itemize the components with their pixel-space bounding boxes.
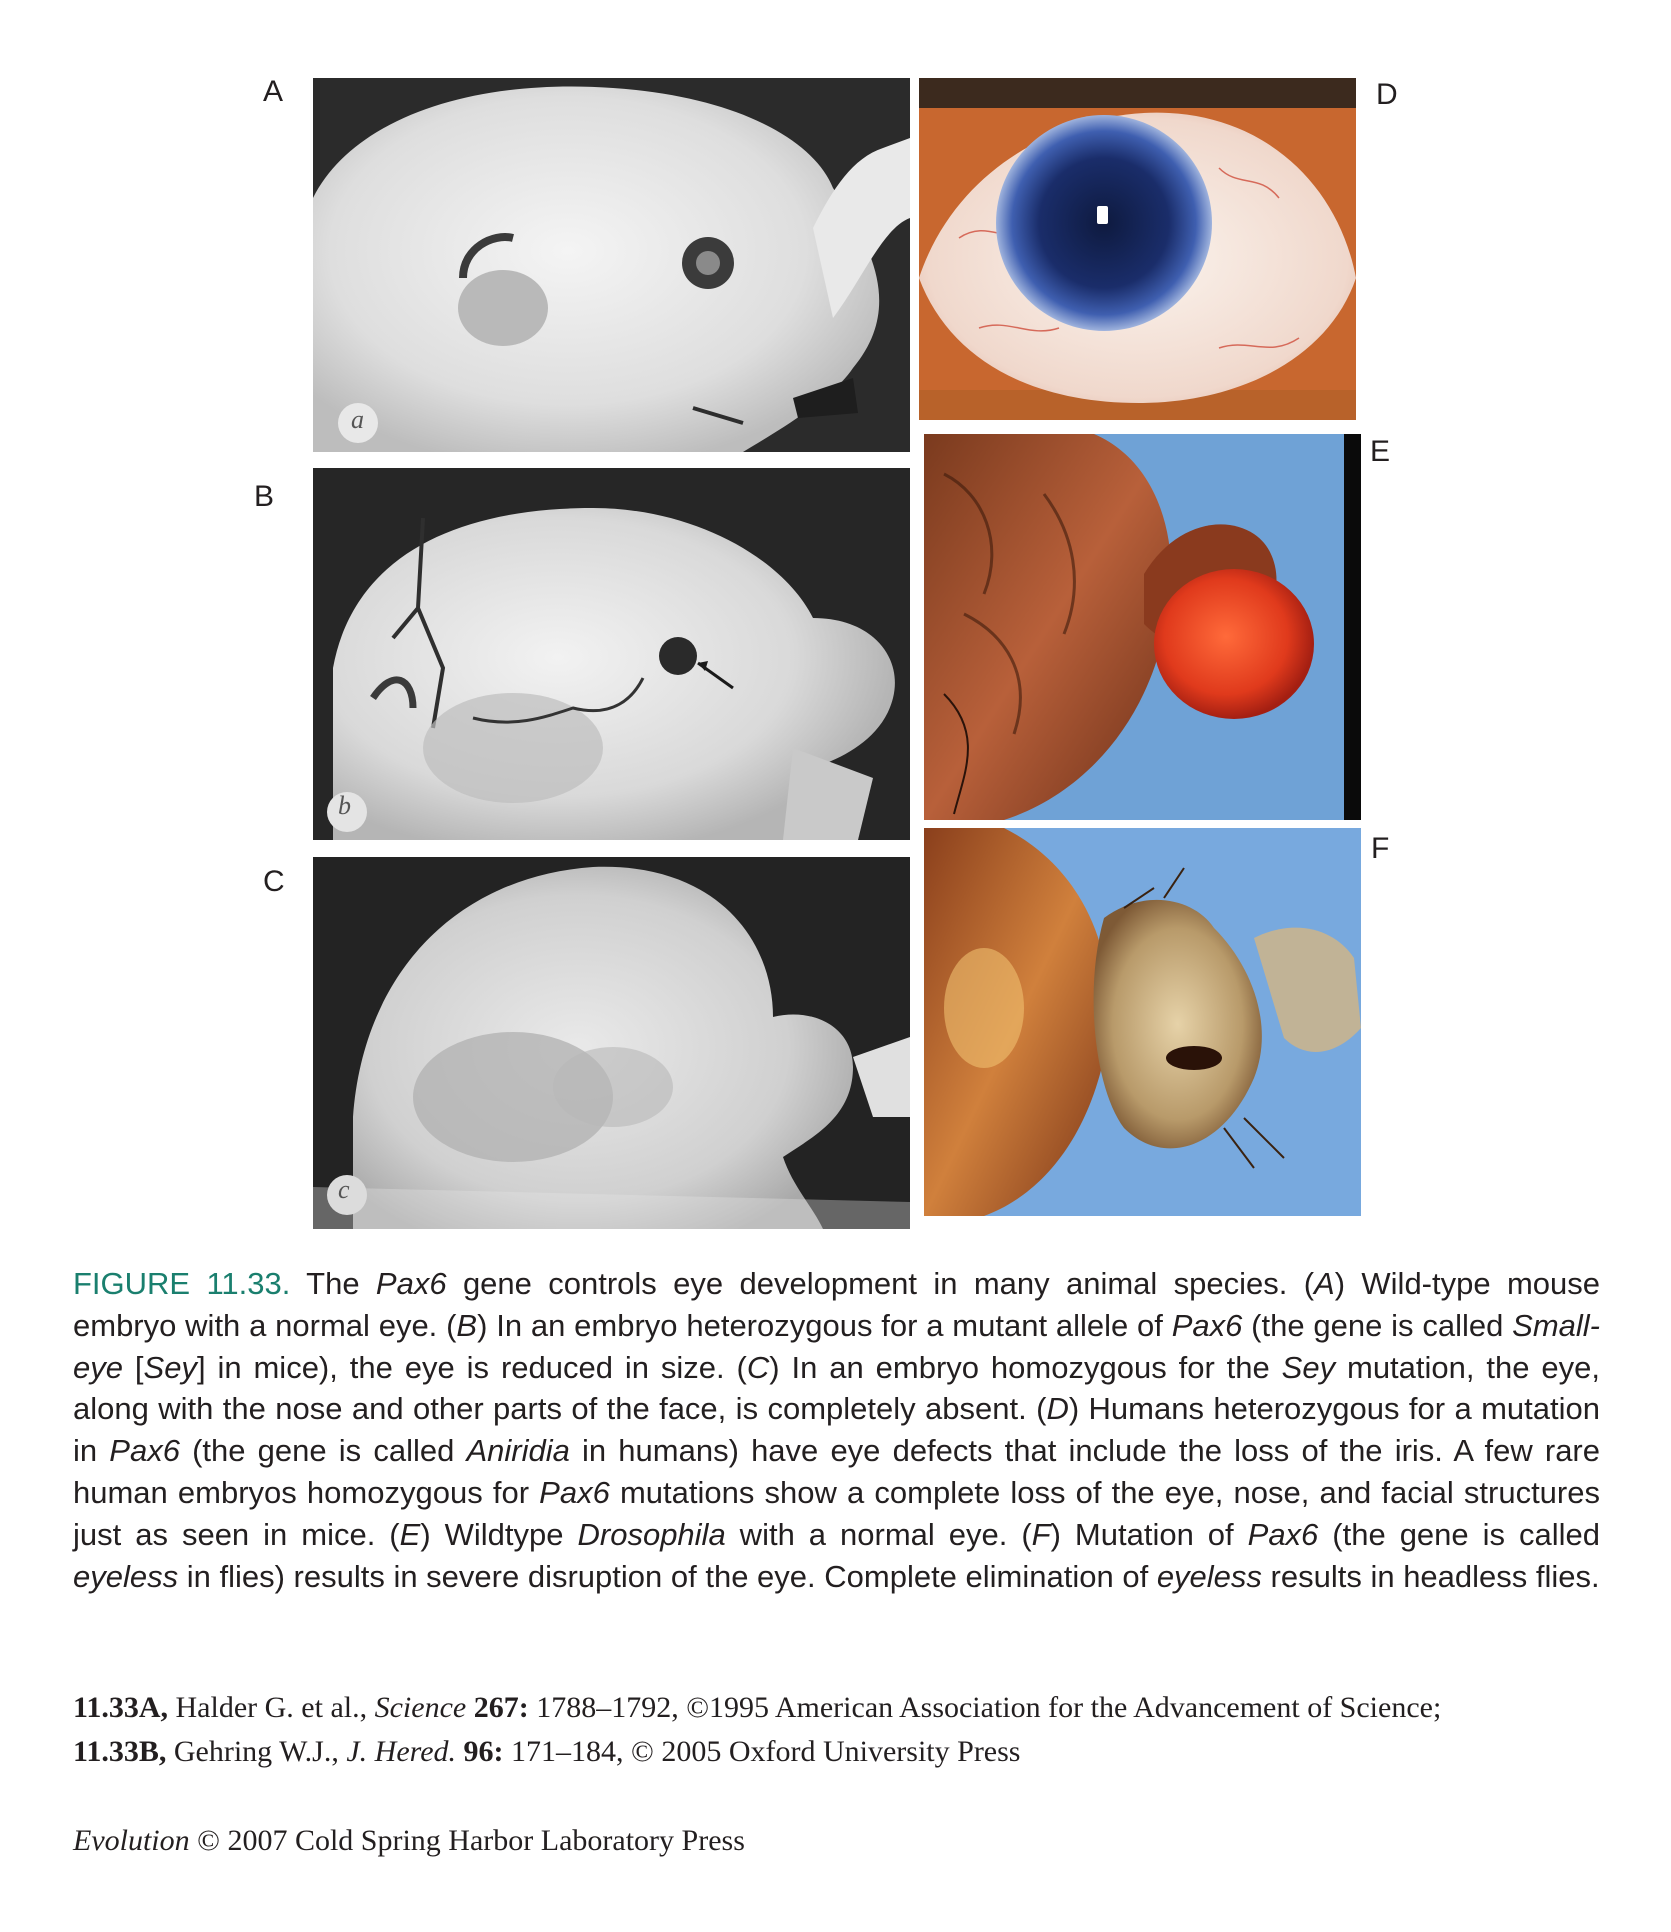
sublabel-a: a (351, 405, 364, 434)
book-copyright (73, 1824, 745, 1858)
caption-segment: Drosophila (577, 1516, 726, 1552)
caption-segment: in humans) have eye defects that include the loss of the iris. A few rare human embryos homozygous for (73, 1433, 1600, 1510)
photo-drosophila-wildtype (924, 434, 1361, 820)
caption-segment: B (456, 1307, 478, 1343)
caption-segment: Pax6 (539, 1474, 610, 1510)
panel-label-b: B (254, 480, 275, 513)
panel-label-c: C (263, 865, 285, 898)
caption-segment: in flies) results in severe disruption of the eye. Complete elimination of (178, 1558, 1157, 1594)
caption-segment: Sey (143, 1349, 197, 1385)
caption-segment: eyeless (73, 1558, 179, 1594)
caption-segment: eyeless (1156, 1558, 1262, 1594)
credit-id: 11.33A, (73, 1691, 169, 1724)
photo-mouse-embryo-homozygous (313, 857, 910, 1229)
caption-segment: ) Wild-type mouse embryo with a normal eye. ( (73, 1266, 1600, 1343)
caption-segment: Small-eye (73, 1307, 1600, 1385)
photo-mouse-embryo-heterozygous (313, 468, 910, 840)
photo-mouse-embryo-wildtype (313, 78, 910, 452)
credit-journal: Science (374, 1691, 467, 1724)
sublabel-b: b (338, 791, 351, 820)
caption-segment: C (746, 1349, 770, 1385)
caption-segment: ) In an embryo heterozygous for a mutant allele of (477, 1307, 1172, 1343)
figure-label: FIGURE 11.33. (73, 1266, 291, 1301)
credit-line-a (73, 1686, 1633, 1730)
caption-segment: Aniridia (466, 1433, 570, 1469)
credit-authors: Halder G. et al., (168, 1691, 375, 1724)
panel-label-a: A (263, 75, 284, 108)
panel-label-d: D (1376, 78, 1398, 111)
caption-segment: Pax6 (375, 1266, 447, 1301)
caption-segment: mutations show a complete loss of the eye, nose, and facial structures just as seen in mice. ( (73, 1474, 1600, 1552)
credit-id: 11.33B, (73, 1735, 167, 1768)
caption-segment: The (290, 1266, 376, 1301)
figure-caption (73, 1263, 1600, 1597)
panel-label-e: E (1370, 435, 1391, 468)
caption-segment: Pax6 (1247, 1516, 1319, 1552)
credit-details: 171–184, © 2005 Oxford University Press (503, 1735, 1021, 1768)
credit-volume: 96: (456, 1735, 504, 1768)
caption-segment: (the gene is called (1318, 1516, 1601, 1552)
credit-authors: Gehring W.J., (166, 1735, 347, 1768)
caption-segment: D (1046, 1391, 1069, 1427)
caption-segment: mutation, the eye, along with the nose and other parts of the face, is completely absent. ( (73, 1349, 1601, 1427)
caption-segment: (the gene is called (179, 1433, 467, 1469)
caption-segment: Sey (1281, 1349, 1336, 1385)
caption-segment: F (1031, 1516, 1051, 1552)
photo-drosophila-eyeless (924, 828, 1361, 1216)
caption-segment: E (399, 1516, 421, 1552)
sublabel-c: c (338, 1175, 350, 1204)
copyright-text: © 2007 Cold Spring Harbor Laboratory Press (189, 1824, 745, 1857)
credit-details: 1788–1792, ©1995 American Association for the Advancement of Science; (528, 1691, 1442, 1724)
caption-segment: ) Mutation of (1050, 1516, 1248, 1552)
caption-segment: with a normal eye. ( (725, 1516, 1032, 1552)
credit-line-b (73, 1730, 1633, 1774)
caption-segment: Pax6 (109, 1433, 180, 1469)
book-title: Evolution (73, 1824, 190, 1857)
caption-segment: ) In an embryo homozygous for the (769, 1349, 1282, 1385)
caption-body (73, 1266, 1600, 1594)
caption-segment: [ (122, 1349, 144, 1385)
caption-segment: gene controls eye development in many animal species. ( (446, 1266, 1315, 1301)
image-credits (73, 1686, 1633, 1774)
caption-segment: (the gene is called (1242, 1307, 1513, 1343)
photo-human-eye (919, 78, 1356, 420)
caption-segment: A (1314, 1266, 1335, 1301)
caption-segment: results in headless flies. (1261, 1558, 1600, 1594)
caption-segment: ) Wildtype (420, 1516, 578, 1552)
caption-segment: ] in mice), the eye is reduced in size. ( (196, 1349, 747, 1385)
caption-segment: Pax6 (1171, 1307, 1243, 1343)
credit-journal: J. Hered. (346, 1735, 457, 1768)
credit-volume: 267: (466, 1691, 529, 1724)
panel-label-f: F (1371, 832, 1390, 865)
caption-segment: ) Humans heterozygous for a mutation in (73, 1391, 1600, 1469)
